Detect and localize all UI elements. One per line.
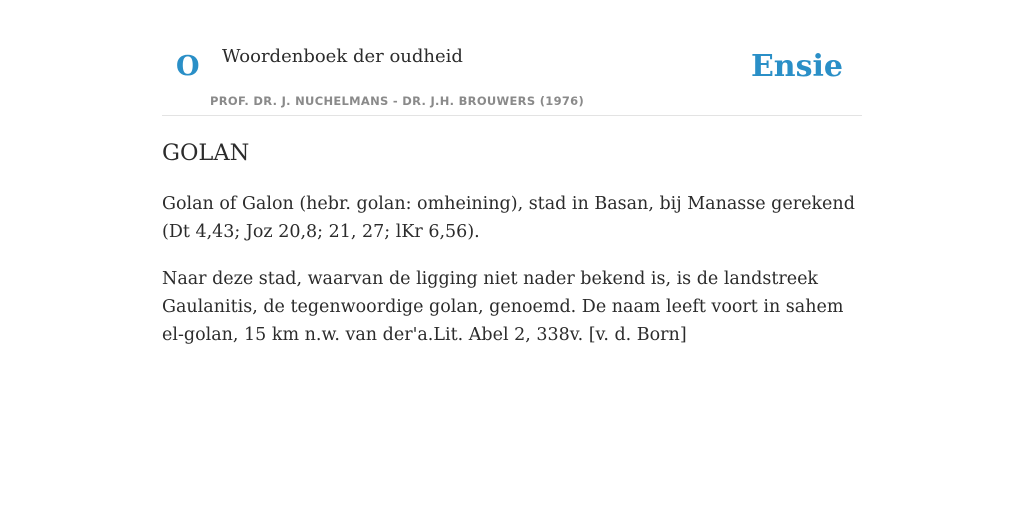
- book-header: [162, 0, 862, 116]
- entry-paragraph: Naar deze stad, waarvan de ligging niet nader bekend is, is de landstreek Gaulanitis, de tegenwoordige golan, genoemd. De naam leeft voort in sahem el-golan, 15 km n.w. van der'a.Lit. Abel 2, 338v. [v. d. Born]: [162, 269, 844, 345]
- entry-paragraph: Golan of Galon (hebr. golan: omheining), stad in Basan, bij Manasse gerekend (Dt 4,43; Joz 20,8; 21, 27; lKr 6,56).: [162, 194, 855, 242]
- page-content: [162, 0, 862, 349]
- book-authors: PROF. DR. J. NUCHELMANS - DR. J.H. BROUWERS (1976): [210, 94, 585, 108]
- brand-logo[interactable]: Ensie: [750, 49, 843, 84]
- book-initial: O: [176, 51, 200, 82]
- book-title[interactable]: Woordenboek der oudheid: [222, 46, 463, 67]
- entry-title: GOLAN: [162, 140, 250, 166]
